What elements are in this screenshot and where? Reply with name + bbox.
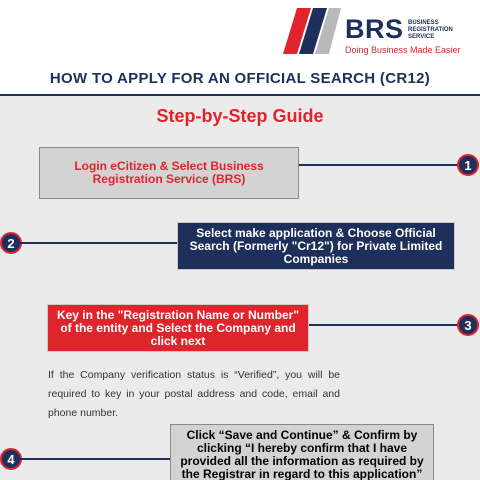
step-2-connector xyxy=(20,242,177,244)
step-2-box: Select make application & Choose Official Search (Formerly "Cr12") for Private Limited Companies xyxy=(177,222,455,270)
logo-subtitle: BUSINESS REGISTRATION SERVICE xyxy=(408,20,453,40)
verification-note: If the Company verification status is “Verified”, you will be required to key in your postal address and code, email and phone number. xyxy=(48,369,340,419)
step-3-connector xyxy=(309,324,459,326)
step-4-box: Click “Save and Continue” & Confirm by clicking “I hereby confirm that I have provided all the information as required by the Registrar in regard to this application” xyxy=(170,424,434,480)
step-4-badge: 4 xyxy=(0,448,22,470)
guide-title: Step-by-Step Guide xyxy=(156,106,324,126)
step-3-box: Key in the "Registration Name or Number" of the entity and Select the Company and click next xyxy=(47,304,309,352)
step-1-connector xyxy=(299,164,459,166)
step-3-badge: 3 xyxy=(457,314,479,336)
logo-tagline: Doing Business Made Easier xyxy=(345,45,461,55)
step-1-badge: 1 xyxy=(457,154,479,176)
logo-brs-text: BRS xyxy=(345,14,404,44)
page-title: HOW TO APPLY FOR AN OFFICIAL SEARCH (CR12) xyxy=(49,70,431,87)
step-4-connector xyxy=(20,458,170,460)
brs-logo xyxy=(283,6,473,62)
step-2-badge: 2 xyxy=(0,232,22,254)
brs-logo-mark xyxy=(283,6,341,56)
step-1-box: Login eCitizen & Select Business Registration Service (BRS) xyxy=(39,147,299,199)
header xyxy=(0,0,480,96)
